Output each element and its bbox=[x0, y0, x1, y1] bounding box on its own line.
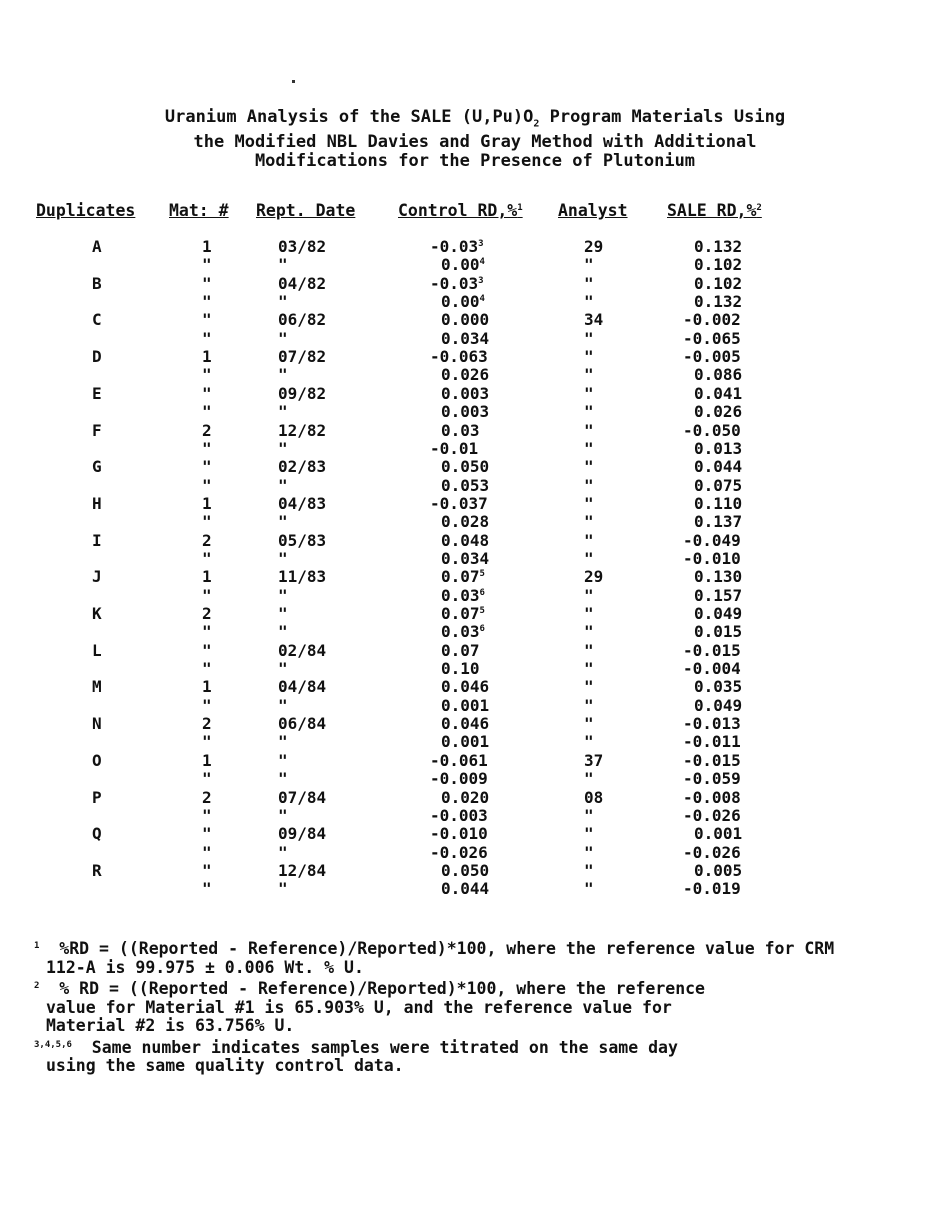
material-number: " bbox=[202, 255, 212, 275]
analyst-id: " bbox=[584, 604, 594, 623]
footnote-1 bbox=[34, 937, 934, 977]
report-date: 02/83 bbox=[278, 457, 327, 477]
control-rd-value: 0.00$^4$ bbox=[441, 292, 485, 312]
sale-rd-value: 0.035 bbox=[694, 677, 743, 697]
report-date: 07/82 bbox=[278, 347, 327, 367]
analyst-id: 08 bbox=[584, 787, 604, 807]
analyst-id: " bbox=[584, 420, 594, 440]
report-date: " bbox=[278, 695, 288, 715]
analyst-id: " bbox=[584, 805, 594, 825]
material-number: 2 bbox=[202, 530, 212, 550]
report-date: " bbox=[278, 879, 288, 899]
control-rd-value: 0.00$^4$ bbox=[441, 255, 485, 275]
material-number: 1 bbox=[202, 750, 212, 770]
report-date: 04/82 bbox=[278, 273, 327, 293]
analyst-id: " bbox=[584, 402, 594, 422]
control-rd-value: -0.061 bbox=[430, 750, 488, 770]
control-rd-value: 0.034 bbox=[441, 328, 490, 348]
material-number: 1 bbox=[202, 567, 212, 587]
sale-rd-value: -0.005 bbox=[683, 347, 741, 367]
sale-rd-value: -0.004 bbox=[683, 659, 741, 679]
material-number: " bbox=[202, 879, 212, 899]
analyst-id: " bbox=[584, 493, 594, 513]
duplicate-label: I bbox=[92, 530, 102, 550]
control-rd-value: 0.053 bbox=[441, 475, 490, 495]
duplicate-label: E bbox=[92, 383, 102, 403]
analyst-id: " bbox=[584, 695, 594, 715]
duplicate-label: B bbox=[92, 273, 102, 293]
control-rd-value: 0.03 bbox=[441, 420, 480, 440]
sale-rd-value: 0.015 bbox=[694, 622, 743, 642]
sale-rd-value: -0.015 bbox=[683, 640, 741, 660]
sale-rd-value: 0.013 bbox=[694, 438, 743, 458]
header-mat: Mat: # bbox=[169, 201, 229, 220]
footnote-line: using the same quality control data. bbox=[46, 1056, 404, 1075]
control-rd-value: 0.044 bbox=[441, 879, 490, 899]
header-control-rd: Control RD,%$^1$ bbox=[398, 201, 523, 220]
sale-rd-value: -0.050 bbox=[683, 420, 741, 440]
analyst-id: " bbox=[584, 842, 594, 862]
control-rd-value: -0.01 bbox=[430, 438, 479, 458]
control-rd-value: 0.03$^6$ bbox=[441, 585, 485, 605]
sale-rd-value: 0.102 bbox=[694, 255, 743, 275]
material-number: 1 bbox=[202, 677, 212, 697]
material-number: " bbox=[202, 824, 212, 844]
material-number: " bbox=[202, 383, 212, 403]
footnote-2 bbox=[34, 977, 934, 1036]
control-rd-value: 0.10 bbox=[441, 659, 480, 679]
sale-rd-value: -0.015 bbox=[683, 750, 741, 770]
report-date: 07/84 bbox=[278, 787, 327, 807]
analyst-id: " bbox=[584, 512, 594, 532]
title-line-2: the Modified NBL Davies and Gray Method with Additional bbox=[193, 132, 757, 153]
sale-rd-value: 0.049 bbox=[694, 695, 743, 715]
material-number: 2 bbox=[202, 787, 212, 807]
report-date: 05/83 bbox=[278, 530, 327, 550]
control-rd-value: -0.03$^3$ bbox=[430, 237, 484, 256]
sale-rd-value: -0.049 bbox=[683, 530, 741, 550]
sale-rd-value: 0.075 bbox=[694, 475, 743, 495]
material-number: " bbox=[202, 842, 212, 862]
analyst-id: " bbox=[584, 659, 594, 679]
sale-rd-value: -0.019 bbox=[683, 879, 741, 899]
sale-rd-value: 0.130 bbox=[694, 567, 743, 587]
material-number: 1 bbox=[202, 237, 212, 256]
duplicate-label: L bbox=[92, 640, 102, 660]
report-date: " bbox=[278, 328, 288, 348]
analyst-id: " bbox=[584, 622, 594, 642]
material-number: " bbox=[202, 769, 212, 789]
report-date: " bbox=[278, 750, 288, 770]
material-number: " bbox=[202, 659, 212, 679]
control-rd-value: -0.037 bbox=[430, 493, 488, 513]
analyst-id: " bbox=[584, 365, 594, 385]
report-date: " bbox=[278, 604, 288, 623]
speck-mark bbox=[292, 80, 295, 83]
footnote-line: Material #2 is 63.756% U. bbox=[46, 1016, 295, 1035]
header-analyst: Analyst bbox=[558, 201, 628, 220]
sale-rd-value: -0.059 bbox=[683, 769, 741, 789]
control-rd-value: 0.07$^5$ bbox=[441, 567, 485, 587]
duplicate-label: K bbox=[92, 604, 102, 623]
control-rd-value: 0.046 bbox=[441, 677, 490, 697]
header-duplicates: Duplicates bbox=[36, 201, 136, 220]
report-date: " bbox=[278, 622, 288, 642]
title-line-3: Modifications for the Presence of Plutonium bbox=[254, 151, 696, 172]
report-date: 04/83 bbox=[278, 493, 327, 513]
header-sale-rd: SALE RD,%$^2$ bbox=[667, 201, 762, 220]
sale-rd-value: 0.132 bbox=[694, 292, 743, 312]
report-date: " bbox=[278, 805, 288, 825]
sale-rd-value: 0.001 bbox=[694, 824, 743, 844]
analyst-id: " bbox=[584, 640, 594, 660]
control-rd-value: -0.010 bbox=[430, 824, 488, 844]
control-rd-value: 0.046 bbox=[441, 714, 490, 734]
control-rd-value: 0.003 bbox=[441, 402, 490, 422]
material-number: " bbox=[202, 475, 212, 495]
analyst-id: " bbox=[584, 677, 594, 697]
material-number: " bbox=[202, 365, 212, 385]
material-number: 1 bbox=[202, 347, 212, 367]
report-date: 06/82 bbox=[278, 310, 327, 330]
report-date: " bbox=[278, 512, 288, 532]
control-rd-value: -0.003 bbox=[430, 805, 488, 825]
duplicate-label: A bbox=[92, 237, 102, 256]
report-date: " bbox=[278, 585, 288, 605]
footnotes bbox=[34, 937, 934, 1076]
material-number: " bbox=[202, 860, 212, 880]
footnote-line: $^{3,4,5,6}$ Same number indicates samples were titrated on the same day bbox=[34, 1037, 678, 1057]
duplicate-label: R bbox=[92, 860, 102, 880]
sale-rd-value: 0.110 bbox=[694, 493, 743, 513]
control-rd-value: -0.026 bbox=[430, 842, 488, 862]
material-number: 2 bbox=[202, 420, 212, 440]
report-date: 02/84 bbox=[278, 640, 327, 660]
analyst-id: " bbox=[584, 475, 594, 495]
material-number: 2 bbox=[202, 714, 212, 734]
analyst-id: " bbox=[584, 328, 594, 348]
report-date: " bbox=[278, 365, 288, 385]
sale-rd-value: -0.002 bbox=[683, 310, 741, 330]
control-rd-value: 0.001 bbox=[441, 695, 490, 715]
analyst-id: " bbox=[584, 383, 594, 403]
report-date: " bbox=[278, 438, 288, 458]
report-date: " bbox=[278, 842, 288, 862]
report-date: 09/82 bbox=[278, 383, 327, 403]
report-date: 12/84 bbox=[278, 860, 327, 880]
material-number: " bbox=[202, 805, 212, 825]
analyst-id: " bbox=[584, 530, 594, 550]
sale-rd-value: 0.026 bbox=[694, 402, 743, 422]
report-date: " bbox=[278, 548, 288, 568]
material-number: " bbox=[202, 438, 212, 458]
report-date: " bbox=[278, 255, 288, 275]
footnote-mark: 2 bbox=[34, 981, 40, 991]
duplicate-label: O bbox=[92, 750, 102, 770]
control-rd-value: 0.034 bbox=[441, 548, 490, 568]
sale-rd-value: 0.157 bbox=[694, 585, 743, 605]
report-date: " bbox=[278, 659, 288, 679]
sale-rd-value: -0.026 bbox=[683, 842, 741, 862]
material-number: " bbox=[202, 457, 212, 477]
footnote-line: value for Material #1 is 65.903% U, and the reference value for bbox=[46, 997, 672, 1017]
report-date: 11/83 bbox=[278, 567, 327, 587]
material-number: " bbox=[202, 695, 212, 715]
analyst-id: " bbox=[584, 292, 594, 312]
material-number: " bbox=[202, 622, 212, 642]
material-number: " bbox=[202, 512, 212, 532]
title-line-1: Uranium Analysis of the SALE $(U,Pu)O_2$ Program Materials Using bbox=[164, 107, 786, 130]
footnote-line: 112-A is 99.975 ± 0.006 Wt. % U. bbox=[46, 957, 364, 977]
sale-rd-value: 0.041 bbox=[694, 383, 743, 403]
control-rd-value: -0.009 bbox=[430, 769, 488, 789]
analyst-id: " bbox=[584, 860, 594, 880]
duplicate-label: J bbox=[92, 567, 102, 587]
duplicate-label: H bbox=[92, 493, 102, 513]
sale-rd-value: 0.086 bbox=[694, 365, 743, 385]
report-date: " bbox=[278, 769, 288, 789]
analyst-id: 29 bbox=[584, 567, 604, 587]
analyst-id: " bbox=[584, 273, 594, 293]
duplicate-label: M bbox=[92, 677, 102, 697]
report-date: " bbox=[278, 475, 288, 495]
footnote-3 bbox=[34, 1036, 934, 1076]
sale-rd-value: -0.011 bbox=[683, 732, 741, 752]
report-date: 12/82 bbox=[278, 420, 327, 440]
analyst-id: " bbox=[584, 732, 594, 752]
material-number: " bbox=[202, 548, 212, 568]
analyst-id: " bbox=[584, 438, 594, 458]
control-rd-value: 0.048 bbox=[441, 530, 490, 550]
analyst-id: 29 bbox=[584, 237, 604, 256]
sale-rd-value: 0.049 bbox=[694, 604, 743, 623]
footnote-line: $^2$ % RD = ((Reported - Reference)/Reported)*100, where the reference bbox=[34, 979, 705, 998]
material-number: " bbox=[202, 402, 212, 422]
footnote-line: $^1$ %RD = ((Reported - Reference)/Reported)*100, where the reference value for CRM bbox=[34, 939, 835, 958]
analyst-id: " bbox=[584, 824, 594, 844]
control-rd-value: 0.07 bbox=[441, 640, 480, 660]
analyst-id: " bbox=[584, 714, 594, 734]
sale-rd-value: -0.026 bbox=[683, 805, 741, 825]
control-rd-value: 0.03$^6$ bbox=[441, 622, 485, 642]
duplicate-label: G bbox=[92, 457, 102, 477]
duplicate-label: C bbox=[92, 310, 102, 330]
analyst-id: " bbox=[584, 457, 594, 477]
control-rd-value: 0.07$^5$ bbox=[441, 604, 485, 623]
report-date: 09/84 bbox=[278, 824, 327, 844]
report-date: " bbox=[278, 402, 288, 422]
material-number: " bbox=[202, 273, 212, 293]
material-number: " bbox=[202, 328, 212, 348]
sale-rd-value: -0.013 bbox=[683, 714, 741, 734]
analyst-id: " bbox=[584, 255, 594, 275]
analyst-id: " bbox=[584, 548, 594, 568]
control-rd-value: 0.001 bbox=[441, 732, 490, 752]
duplicate-label: D bbox=[92, 347, 102, 367]
document-title bbox=[0, 108, 950, 171]
material-number: " bbox=[202, 732, 212, 752]
duplicate-label: N bbox=[92, 714, 102, 734]
material-number: " bbox=[202, 640, 212, 660]
footnote-mark: 1 bbox=[34, 941, 40, 951]
duplicate-label: Q bbox=[92, 824, 102, 844]
sale-rd-value: 0.132 bbox=[694, 237, 743, 256]
control-rd-value: 0.026 bbox=[441, 365, 490, 385]
sale-rd-value: -0.065 bbox=[683, 328, 741, 348]
sale-rd-value: 0.044 bbox=[694, 457, 743, 477]
duplicate-label: F bbox=[92, 420, 102, 440]
analyst-id: 34 bbox=[584, 310, 604, 330]
material-number: 2 bbox=[202, 604, 212, 623]
sale-rd-value: -0.010 bbox=[683, 548, 741, 568]
control-rd-value: -0.063 bbox=[430, 347, 488, 367]
control-rd-value: 0.003 bbox=[441, 383, 490, 403]
analyst-id: " bbox=[584, 879, 594, 899]
analyst-id: 37 bbox=[584, 750, 604, 770]
material-number: " bbox=[202, 292, 212, 312]
material-number: " bbox=[202, 585, 212, 605]
report-date: 03/82 bbox=[278, 237, 327, 256]
material-number: 1 bbox=[202, 493, 212, 513]
sale-rd-value: 0.005 bbox=[694, 860, 743, 880]
analyst-id: " bbox=[584, 347, 594, 367]
analyst-id: " bbox=[584, 585, 594, 605]
control-rd-value: 0.050 bbox=[441, 457, 490, 477]
control-rd-value: 0.050 bbox=[441, 860, 490, 880]
control-rd-value: 0.000 bbox=[441, 310, 490, 330]
report-date: 04/84 bbox=[278, 677, 327, 697]
report-date: " bbox=[278, 292, 288, 312]
header-rept-date: Rept. Date bbox=[256, 201, 356, 220]
control-rd-value: -0.03$^3$ bbox=[430, 273, 484, 293]
sale-rd-value: 0.102 bbox=[694, 273, 743, 293]
sale-rd-value: 0.137 bbox=[694, 512, 743, 532]
control-rd-value: 0.028 bbox=[441, 512, 490, 532]
footnote-mark: 3,4,5,6 bbox=[34, 1039, 72, 1050]
duplicate-label: P bbox=[92, 787, 102, 807]
control-rd-value: 0.020 bbox=[441, 787, 490, 807]
report-date: " bbox=[278, 732, 288, 752]
sale-rd-value: -0.008 bbox=[683, 787, 741, 807]
analyst-id: " bbox=[584, 769, 594, 789]
report-date: 06/84 bbox=[278, 714, 327, 734]
material-number: " bbox=[202, 310, 212, 330]
